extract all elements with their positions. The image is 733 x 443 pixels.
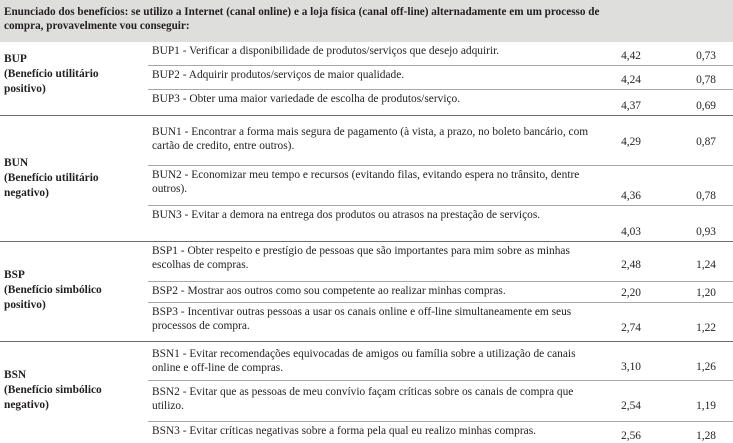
header-line-1: Enunciado dos benefícios: se utilizo a Internet (canal online) e a loja física (canal off-line) alternadamente em um processo de (4, 6, 600, 18)
item-mean: 3,10 (621, 361, 641, 373)
item-mean: 4,29 (621, 136, 641, 148)
item-text: BSN1 - Evitar recomendações equivocadas de amigos ou família sobre a utilização de canais online e off-line de compras. (152, 348, 576, 374)
group-label (4, 268, 102, 313)
group-desc-1: (Benefício simbólico (4, 284, 102, 296)
table-row (148, 421, 733, 443)
item-text: BUN2 - Economizar meu tempo e recursos (evitando filas, evitando espera no trânsito, dentre outros). (152, 169, 580, 195)
item-sd: 1,20 (696, 287, 716, 299)
item-mean: 4,24 (621, 74, 641, 86)
group-desc-2: negativo) (4, 187, 49, 199)
group-code: BSN (4, 369, 27, 381)
group-label (4, 52, 99, 97)
table-row (148, 380, 733, 421)
group-desc-1: (Benefício simbólico (4, 384, 102, 396)
table-row (148, 165, 733, 205)
table-row (148, 42, 733, 65)
group-desc-1: (Benefício utilitário (4, 172, 99, 184)
item-text: BUP2 - Adquirir produtos/serviços de maior qualidade. (152, 69, 405, 81)
item-sd: 1,19 (696, 400, 716, 412)
item-sd: 1,22 (696, 322, 716, 334)
table-row (148, 65, 733, 89)
item-text: BUP1 - Verificar a disponibilidade de produtos/serviços que desejo adquirir. (152, 45, 500, 57)
item-mean: 2,74 (621, 322, 641, 334)
item-mean: 4,03 (621, 226, 641, 238)
item-sd: 0,87 (696, 136, 716, 148)
item-mean: 2,54 (621, 400, 641, 412)
table-row (148, 342, 733, 380)
table-row (148, 302, 733, 341)
table-row (148, 89, 733, 115)
group-desc-2: positivo) (4, 83, 46, 95)
item-sd: 0,78 (696, 74, 716, 86)
group-desc-1: (Benefício utilitário (4, 68, 99, 80)
item-text: BUN1 - Encontrar a forma mais segura de pagamento (à vista, a prazo, no boleto bancário, com cartão de credito, entre outros). (152, 126, 589, 152)
item-mean: 2,48 (621, 259, 641, 271)
table-row (148, 116, 733, 165)
item-text: BSN2 - Evitar que as pessoas de meu convívio façam críticas sobre os canais de compra que utilizo. (152, 386, 574, 412)
item-mean: 4,36 (621, 190, 641, 202)
group-label (4, 368, 102, 413)
item-sd: 0,69 (696, 100, 716, 112)
header-line-2: compra, provavelmente vou conseguir: (4, 20, 190, 32)
group-bsn (0, 342, 733, 443)
table-row (148, 281, 733, 302)
group-bun (0, 116, 733, 241)
item-sd: 1,24 (696, 259, 716, 271)
table-row (148, 205, 733, 241)
item-sd: 0,78 (696, 190, 716, 202)
group-desc-2: negativo) (4, 399, 49, 411)
item-text: BSP3 - Incentivar outras pessoas a usar os canais online e off-line simultaneamente em seus processos de compra. (152, 306, 572, 332)
group-code: BUP (4, 53, 27, 65)
item-text: BSP1 - Obter respeito e prestígio de pessoas que são importantes para mim sobre as minhas escolhas de compras. (152, 245, 570, 271)
group-label (4, 156, 99, 201)
item-mean: 4,37 (621, 100, 641, 112)
item-sd: 1,26 (696, 361, 716, 373)
item-sd: 1,28 (696, 430, 716, 442)
item-text: BSP2 - Mostrar aos outros como sou competente ao realizar minhas compras. (152, 285, 506, 297)
item-text: BUN3 - Evitar a demora na entrega dos produtos ou atrasos na prestação de serviços. (152, 209, 541, 221)
group-code: BSP (4, 269, 25, 281)
item-sd: 0,93 (696, 226, 716, 238)
item-text: BSN3 - Evitar críticas negativas sobre a forma pela qual eu realizo minhas compras. (152, 425, 536, 437)
group-desc-2: positivo) (4, 299, 46, 311)
item-text: BUP3 - Obter uma maior variedade de escolha de produtos/serviço. (152, 93, 461, 105)
table-row (148, 242, 733, 281)
item-mean: 2,56 (621, 430, 641, 442)
item-mean: 4,42 (621, 50, 641, 62)
group-bup (0, 42, 733, 115)
group-bsp (0, 242, 733, 341)
item-sd: 0,73 (696, 50, 716, 62)
group-code: BUN (4, 157, 29, 169)
item-mean: 2,20 (621, 287, 641, 299)
table-header (0, 0, 733, 42)
